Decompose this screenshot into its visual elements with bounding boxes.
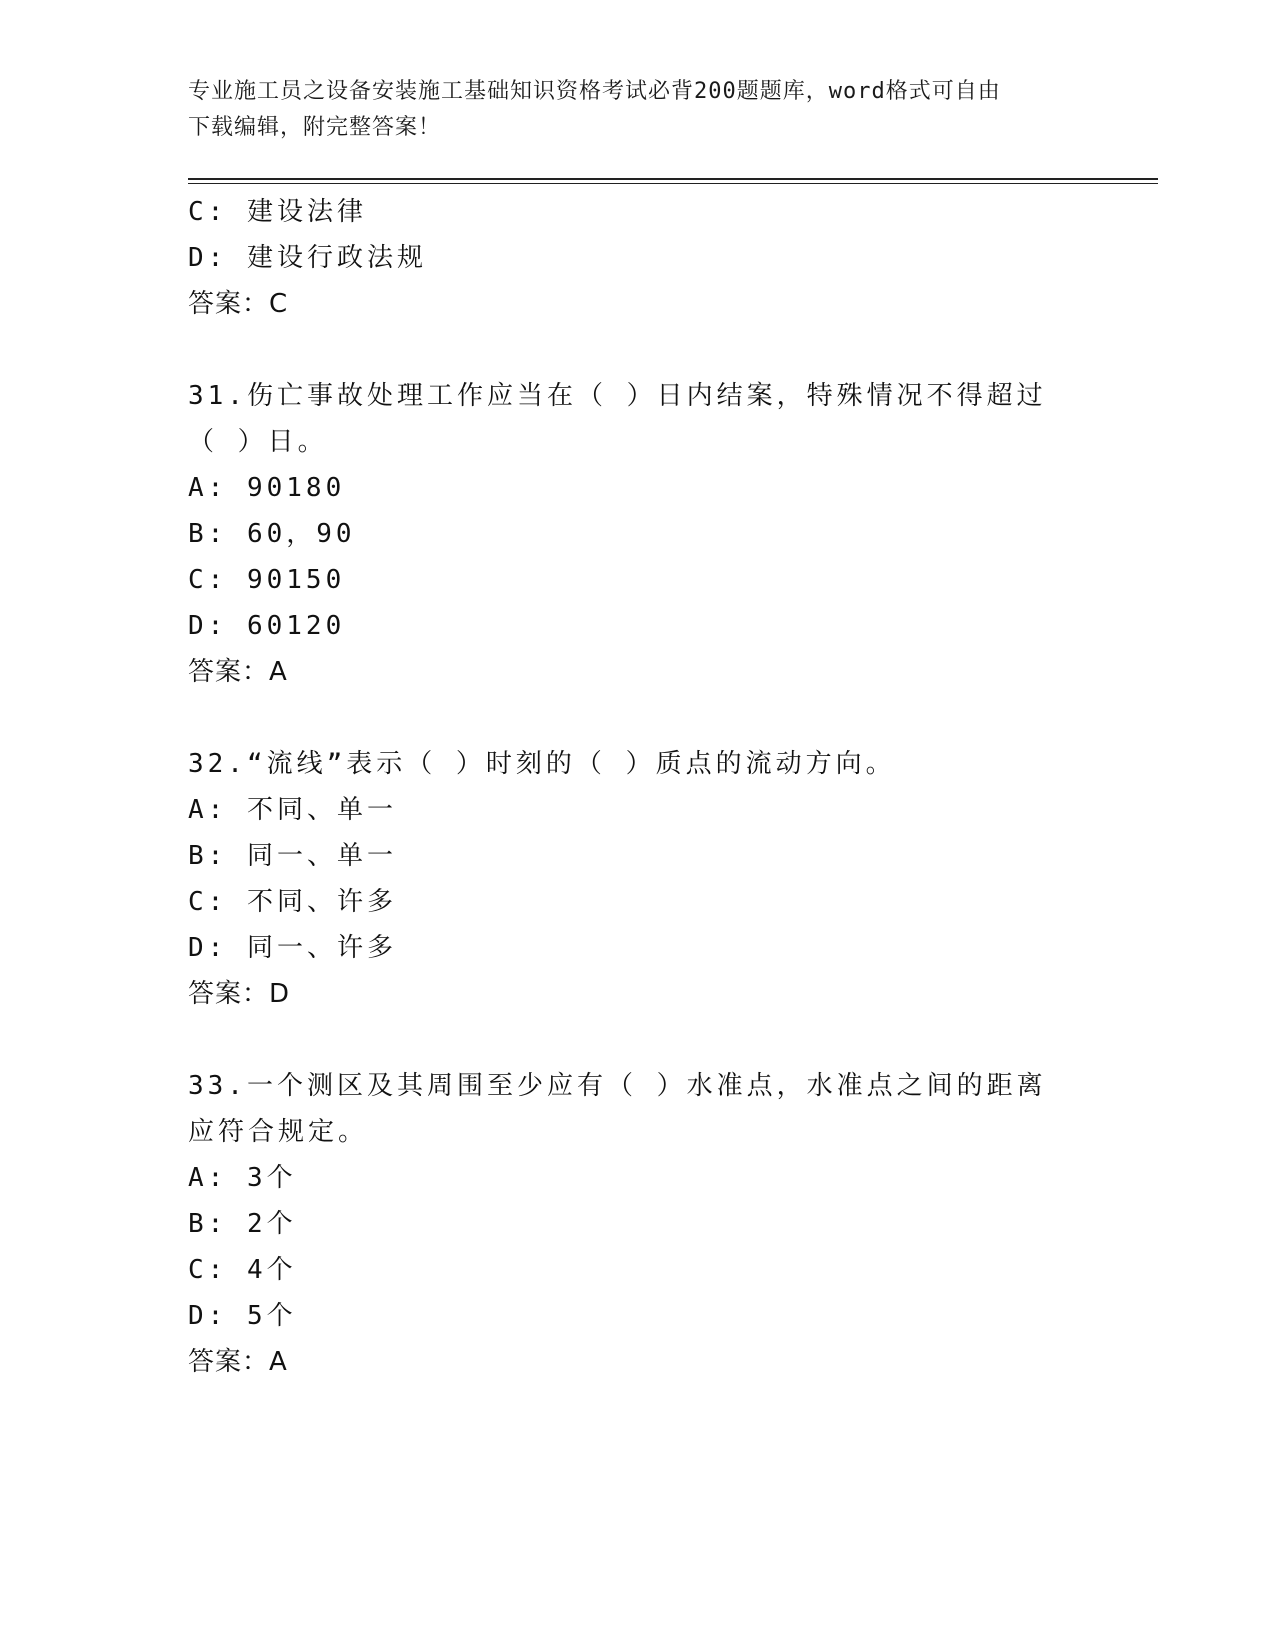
option-c: C: 4个 xyxy=(188,1255,297,1285)
answer-line: 答案：A xyxy=(188,657,288,687)
question-fragment xyxy=(188,189,1068,327)
option-d: D: 建设行政法规 xyxy=(188,243,427,273)
question-spacer xyxy=(188,695,1068,741)
question-text: 33.一个测区及其周围至少应有（ ）水准点，水准点之间的距离应符合规定。 xyxy=(188,1071,1047,1147)
option-b: B: 60，90 xyxy=(188,519,356,549)
option-b: B: 2个 xyxy=(188,1209,297,1239)
header-title-line-2: 下载编辑，附完整答案！ xyxy=(188,115,442,140)
question-text: 32.“流线”表示（ ）时刻的（ ）质点的流动方向。 xyxy=(188,749,896,779)
document-header xyxy=(188,74,1088,146)
header-divider-thin xyxy=(188,183,1158,184)
answer-line: 答案：A xyxy=(188,1347,288,1377)
option-a: A: 90180 xyxy=(188,473,346,503)
option-d: D: 同一、许多 xyxy=(188,933,397,963)
question-spacer xyxy=(188,327,1068,373)
option-a: A: 不同、单一 xyxy=(188,795,397,825)
document-body xyxy=(188,189,1068,1385)
option-b: B: 同一、单一 xyxy=(188,841,397,871)
question-33 xyxy=(188,1063,1068,1385)
answer-line: 答案：C xyxy=(188,289,289,319)
question-32 xyxy=(188,741,1068,1017)
option-a: A: 3个 xyxy=(188,1163,297,1193)
option-c: C: 90150 xyxy=(188,565,346,595)
header-divider-thick xyxy=(188,178,1158,180)
option-d: D: 60120 xyxy=(188,611,346,641)
question-text: 31.伤亡事故处理工作应当在（ ）日内结案，特殊情况不得超过（ ）日。 xyxy=(188,381,1047,457)
question-31 xyxy=(188,373,1068,695)
answer-line: 答案：D xyxy=(188,979,291,1009)
question-spacer xyxy=(188,1017,1068,1063)
option-d: D: 5个 xyxy=(188,1301,297,1331)
option-c: C: 不同、许多 xyxy=(188,887,397,917)
header-title-line-1: 专业施工员之设备安装施工基础知识资格考试必背200题题库，word格式可自由 xyxy=(188,79,1001,104)
option-c: C: 建设法律 xyxy=(188,197,367,227)
